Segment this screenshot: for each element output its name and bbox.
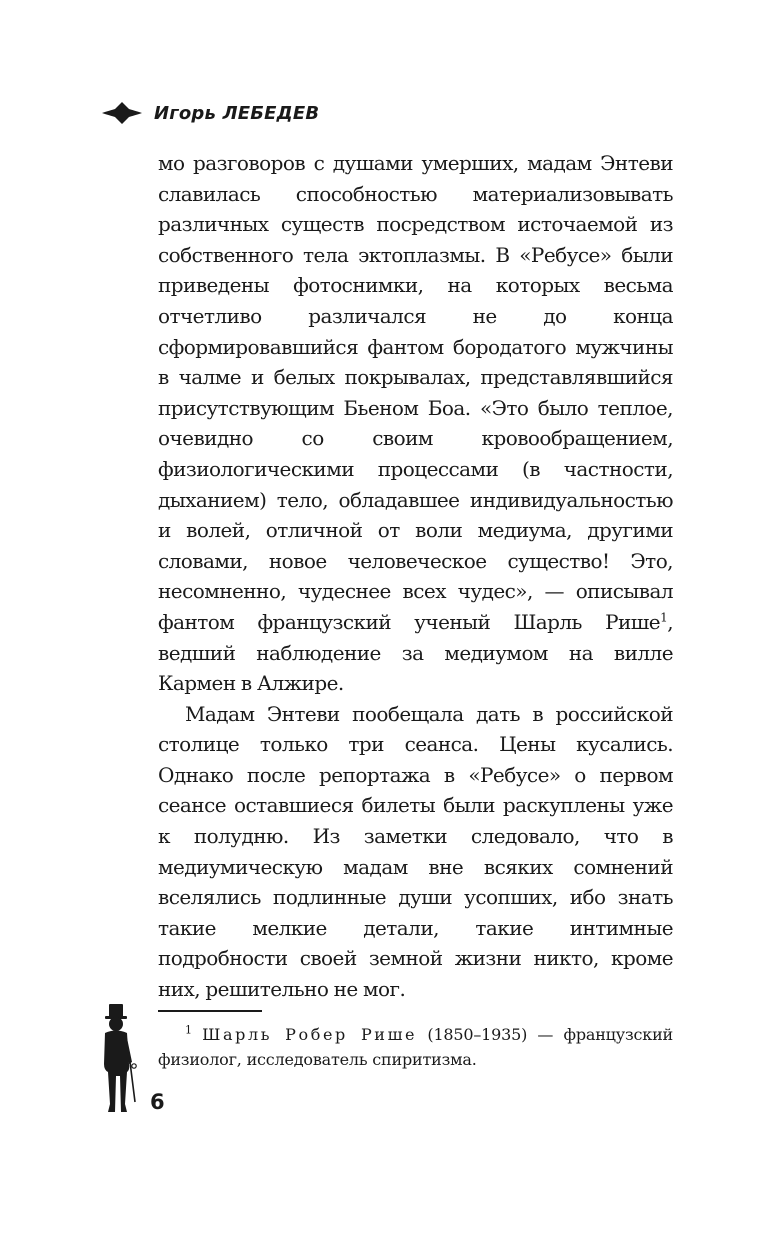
author-name: Игорь ЛЕБЕДЕВ xyxy=(154,102,320,124)
diamond-ornament-icon xyxy=(102,102,142,124)
paragraph-2: Мадам Энтеви пообещала дать в российской столице только три сеанса. Цены кусались. Однако после репортажа в «Ребусе» о первом сеансе оставшиеся билеты были раскуплены уже к полудню. Из заметки следовало, что в медиумическую мадам вне всяких сомнений вселялись подлинные души усопших, ибо знать такие мелкие детали, такие интимные подробности своей земной жизни никто, кроме них, решительно не мог. xyxy=(158,701,673,1002)
paragraph-1-tail: , ведший наблюдение за медиумом на вилле Кармен в Алжире. xyxy=(158,609,673,696)
footnote-reference: 1 xyxy=(660,610,668,625)
footnote xyxy=(158,1022,673,1072)
footnote-person-name: Шарль Робер Рише xyxy=(202,1025,418,1044)
footnote-divider xyxy=(158,1010,262,1012)
paragraph-1-text: мо разговоров с душами умерших, мадам Энтеви славилась способностью материализовывать различных существ посредством источаемой из собственного тела эктоплазмы. В «Ребусе» были приведены фотоснимки, на которых весьма отчетливо различался не до конца сформировавшийся фантом бородатого мужчины в чалме и белых покрывалах, представлявшийся присутствующим Бьеном Боа. «Это было теплое, очевидно со своим кровообращением, физиологическими процессами (в частности, дыханием) тело, обладавшее индивидуальностью и волей, отличной от воли медиума, другими словами, новое человеческое существо! Это, несомненно, чудеснее всех чудес», — описывал фантом французский ученый Шарль Рише xyxy=(158,151,673,634)
gentleman-silhouette-icon xyxy=(96,1004,142,1114)
running-header xyxy=(102,96,319,130)
footnote-marker: 1 xyxy=(185,1023,192,1037)
paragraph-1 xyxy=(158,148,673,699)
main-text xyxy=(158,148,673,1005)
footnote-text: (1850–1935) — французский физиолог, исследователь спиритизма. xyxy=(158,1025,674,1069)
page-number: 6 xyxy=(150,1090,165,1114)
